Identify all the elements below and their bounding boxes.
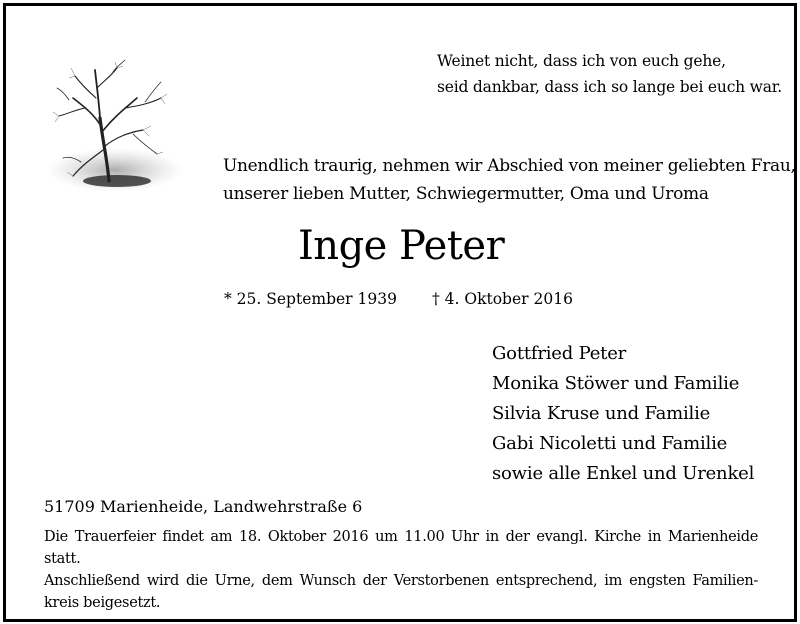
- intro-line-2: unserer lieben Mutter, Schwiegermutter, Oma und Uroma: [223, 184, 709, 204]
- mourner-item: Gabi Nicoletti und Familie: [492, 433, 728, 454]
- funeral-notice: [44, 526, 758, 614]
- mourner-item: Silvia Kruse und Familie: [492, 403, 711, 424]
- notice-line-2: Anschließend wird die Urne, dem Wunsch der Verstorbenen entsprechend, im engsten Familien-: [44, 573, 758, 589]
- mourners-list: [492, 339, 754, 489]
- birth-date: * 25. September 1939: [224, 290, 397, 308]
- mourner-item: Monika Stöwer und Familie: [492, 373, 740, 394]
- quote-line-2: seid dankbar, dass ich so lange bei euch war.: [437, 78, 783, 96]
- notice-line-1: Die Trauerfeier findet am 18. Oktober 2016 um 11.00 Uhr in der evangl. Kirche in Marienheide statt.: [44, 529, 758, 567]
- mourner-item: Gottfried Peter: [492, 343, 627, 364]
- address: 51709 Marienheide, Landwehrstraße 6: [44, 497, 363, 516]
- intro-line-1: Unendlich traurig, nehmen wir Abschied von meiner geliebten Frau,: [223, 156, 796, 176]
- notice-line-3: kreis beigesetzt.: [44, 595, 161, 611]
- intro-text: [223, 152, 796, 208]
- quote-line-1: Weinet nicht, dass ich von euch gehe,: [437, 52, 726, 70]
- tree-icon: [45, 58, 185, 198]
- mourner-item: sowie alle Enkel und Urenkel: [492, 463, 755, 484]
- death-date: † 4. Oktober 2016: [432, 290, 573, 308]
- deceased-name: Inge Peter: [298, 223, 505, 269]
- quote: [437, 48, 782, 100]
